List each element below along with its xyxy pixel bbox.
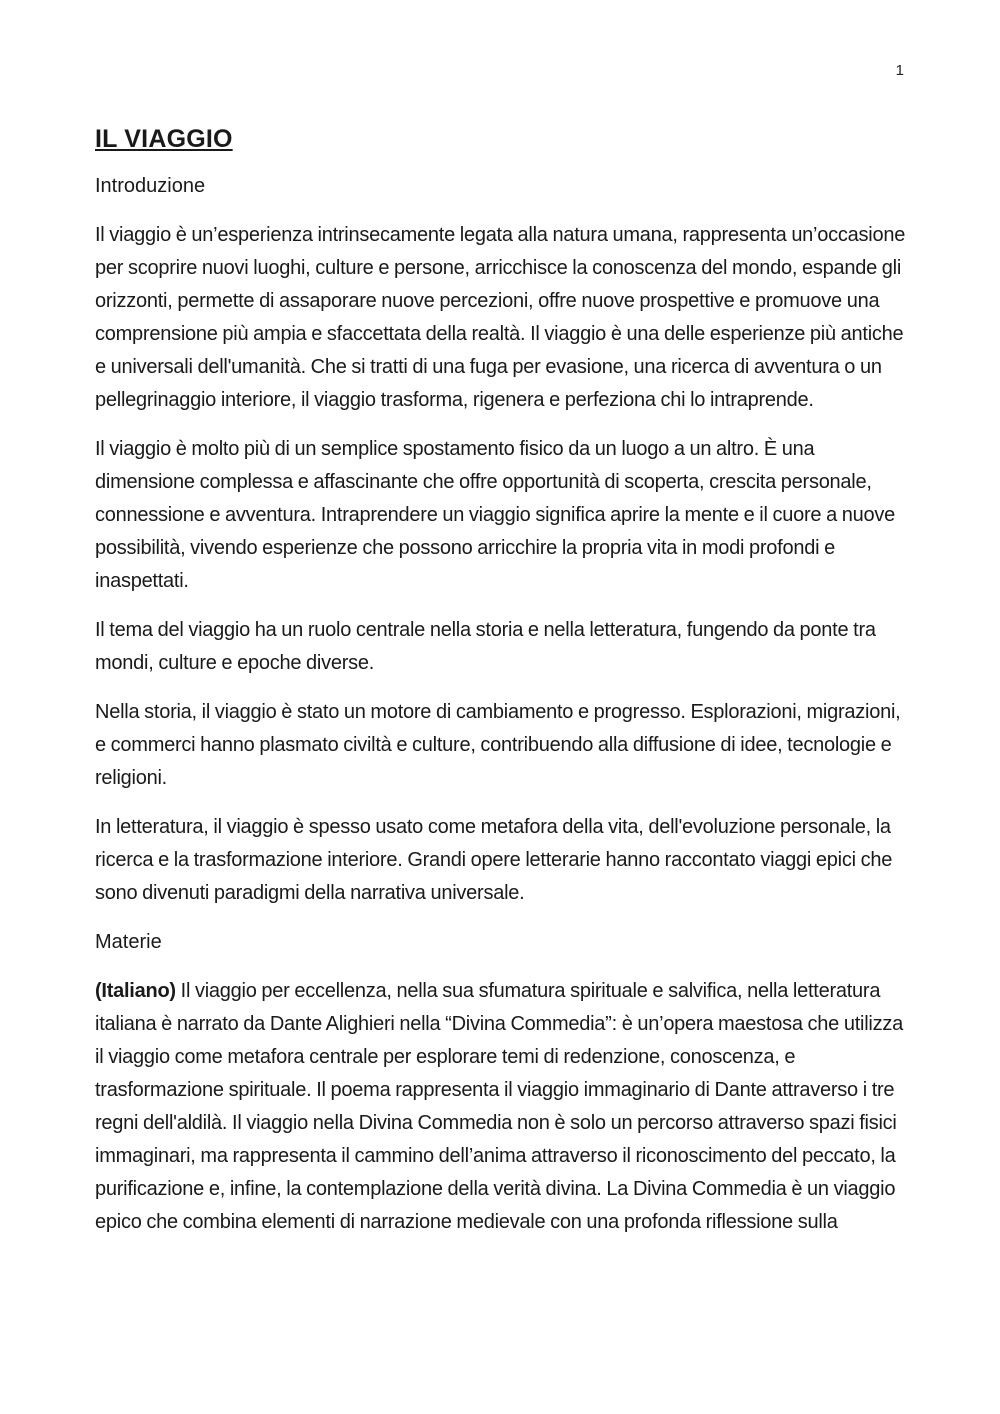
section-heading-materie: Materie xyxy=(95,931,162,953)
page-number: 1 xyxy=(895,62,904,79)
paragraph-italiano xyxy=(95,975,910,1239)
paragraph: Il viaggio è molto più di un semplice spostamento fisico da un luogo a un altro. È una dimensione complessa e affascinante che offre opportunità di scoperta, crescita personale, connessione e avventura. Intraprendere un viaggio significa aprire la mente e il cuore a nuove possibilità, vivendo esperienze che possono arricchire la propria vita in modi profondi e inaspettati. xyxy=(95,438,896,592)
paragraph: Il tema del viaggio ha un ruolo centrale nella storia e nella letteratura, fungendo da ponte tra mondi, culture e epoche diverse. xyxy=(95,619,876,674)
document-title: IL VIAGGIO xyxy=(95,125,233,153)
subject-label-italiano: (Italiano) xyxy=(95,980,176,1002)
paragraph: In letteratura, il viaggio è spesso usato come metafora della vita, dell'evoluzione personale, la ricerca e la trasformazione interiore. Grandi opere letterarie hanno raccontato viaggi epici che sono divenuti paradigmi della narrativa universale. xyxy=(95,816,893,904)
document-body xyxy=(95,122,910,1255)
section-heading-introduzione: Introduzione xyxy=(95,175,206,197)
paragraph: Nella storia, il viaggio è stato un motore di cambiamento e progresso. Esplorazioni, migrazioni, e commerci hanno plasmato civiltà e culture, contribuendo alla diffusione di idee, tecnologie e religioni. xyxy=(95,701,901,789)
paragraph-italiano-text: Il viaggio per eccellenza, nella sua sfumatura spirituale e salvifica, nella letteratura italiana è narrato da Dante Alighieri nella “Divina Commedia”: è un’opera maestosa che utilizza il viaggio come metafora centrale per esplorare temi di redenzione, conoscenza, e trasformazione spirituale. Il poema rappresenta il viaggio immaginario di Dante attraverso i tre regni dell'aldilà. Il viaggio nella Divina Commedia non è solo un percorso attraverso spazi fisici immaginari, ma rappresenta il cammino dell’anima attraverso il riconoscimento del peccato, la purificazione e, infine, la contemplazione della verità divina. La Divina Commedia è un viaggio epico che combina elementi di narrazione medievale con una profonda riflessione sulla xyxy=(95,980,903,1233)
paragraph: Il viaggio è un’esperienza intrinsecamente legata alla natura umana, rappresenta un’occasione per scoprire nuovi luoghi, culture e persone, arricchisce la conoscenza del mondo, espande gli orizzonti, permette di assaporare nuove percezioni, offre nuove prospettive e promuove una comprensione più ampia e sfaccettata della realtà. Il viaggio è una delle esperienze più antiche e universali dell'umanità. Che si tratti di una fuga per evasione, una ricerca di avventura o un pellegrinaggio interiore, il viaggio trasforma, rigenera e perfeziona chi lo intraprende. xyxy=(95,224,906,411)
